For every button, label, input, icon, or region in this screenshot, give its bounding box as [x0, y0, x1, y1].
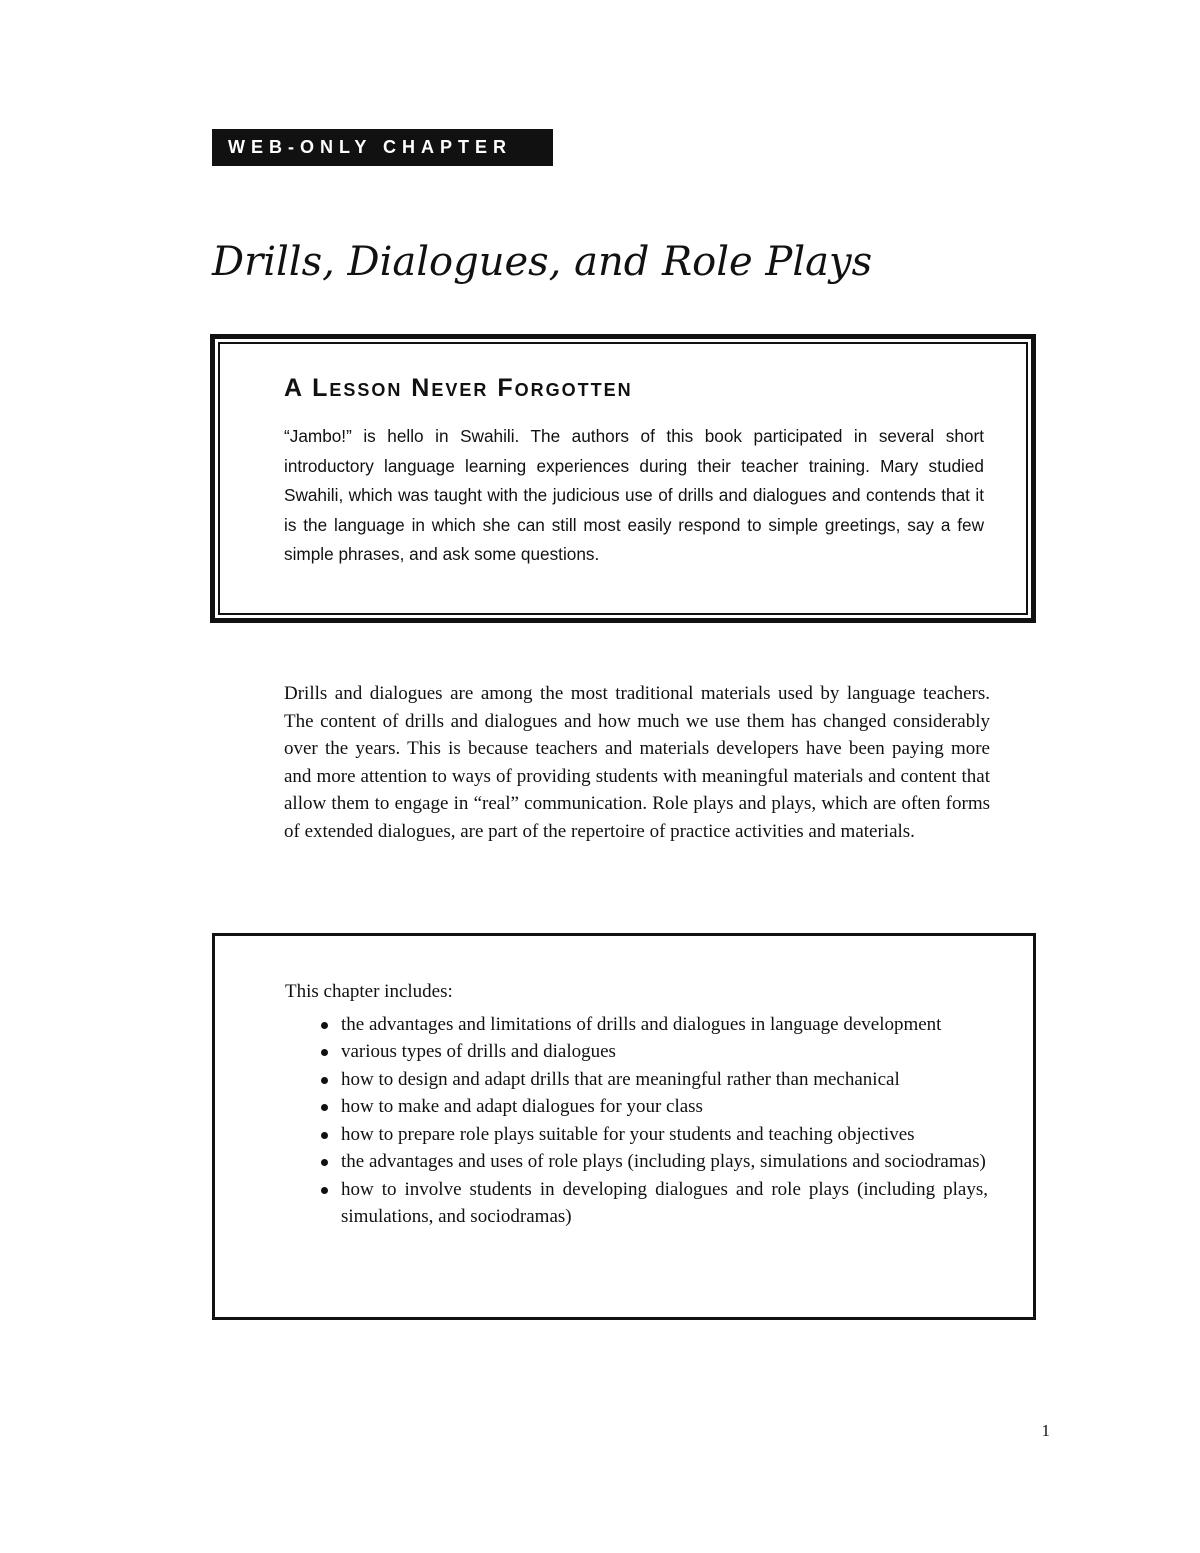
contents-list-item: various types of drills and dialogues	[341, 1038, 988, 1066]
contents-list-item: the advantages and uses of role plays (including plays, simulations and sociodramas)	[341, 1148, 988, 1176]
contents-list-item: how to prepare role plays suitable for your students and teaching objectives	[341, 1121, 988, 1149]
lesson-body: “Jambo!” is hello in Swahili. The authors of this book participated in several short introductory language learning experiences during their teacher training. Mary studied Swahili, which was taught with the judicious use of drills and dialogues and contends that it is the language in which she can still most easily respond to simple greetings, say a few simple phrases, and ask some questions.	[284, 426, 984, 564]
chapter-tag: WEB-ONLY CHAPTER	[212, 129, 553, 166]
page-number: 1	[1041, 1421, 1050, 1440]
chapter-title: Drills, Dialogues, and Role Plays	[212, 239, 873, 285]
contents-list	[285, 1011, 988, 1231]
contents-list-item: how to design and adapt drills that are meaningful rather than mechanical	[341, 1066, 988, 1094]
lesson-heading: A Lesson Never Forgotten	[284, 374, 633, 402]
lesson-box	[210, 334, 1036, 623]
contents-list-item: how to involve students in developing dialogues and role plays (including plays, simulations, and sociodramas)	[341, 1176, 988, 1231]
contents-list-item: the advantages and limitations of drills and dialogues in language development	[341, 1011, 988, 1039]
intro-paragraph: Drills and dialogues are among the most traditional materials used by language teachers. The content of drills and dialogues and how much we use them has changed considerably over the years. This is because teachers and materials developers have been paying more and more attention to ways of providing students with meaningful materials and content that allow them to engage in “real” communication. Role plays and plays, which are often forms of extended dialogues, are part of the repertoire of practice activities and materials.	[284, 683, 990, 842]
contents-list-item: how to make and adapt dialogues for your class	[341, 1093, 988, 1121]
lesson-box-inner	[218, 342, 1028, 615]
contents-lead: This chapter includes:	[285, 981, 453, 1002]
chapter-contents-box	[212, 933, 1036, 1320]
